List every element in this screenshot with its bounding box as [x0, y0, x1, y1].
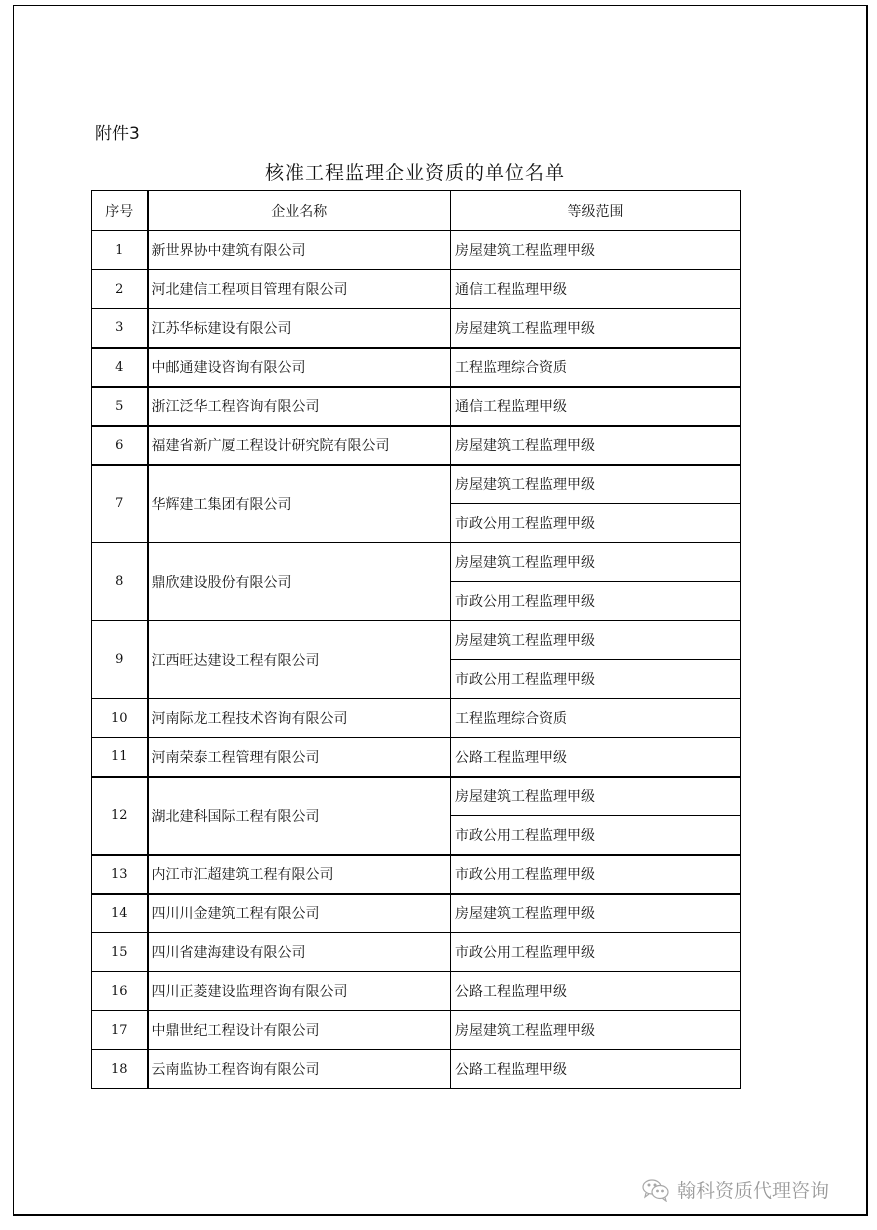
company-name: 江西旺达建设工程有限公司: [148, 621, 451, 699]
document-title: 核准工程监理企业资质的单位名单: [264, 162, 565, 184]
table-body: [92, 231, 741, 1089]
row-index: 10: [92, 699, 148, 738]
table-row: [92, 426, 741, 465]
qualification-scope: 房屋建筑工程监理甲级: [451, 309, 741, 348]
header-company: 企业名称: [148, 191, 451, 231]
table-row: [92, 1050, 741, 1089]
qualification-scope: 房屋建筑工程监理甲级: [451, 1011, 741, 1050]
company-name: 江苏华标建设有限公司: [148, 309, 451, 348]
header-scope: 等级范围: [451, 191, 741, 231]
row-index: 4: [92, 348, 148, 387]
header-index: 序号: [92, 191, 148, 231]
table-row: [92, 855, 741, 894]
table-row: [92, 699, 741, 738]
company-name: 湖北建科国际工程有限公司: [148, 777, 451, 855]
qualification-scope: 公路工程监理甲级: [451, 738, 741, 777]
qualification-scope: 市政公用工程监理甲级: [451, 660, 741, 699]
table-row: [92, 270, 741, 309]
company-name: 浙江泛华工程咨询有限公司: [148, 387, 451, 426]
table-row: [92, 348, 741, 387]
qualification-scope: 房屋建筑工程监理甲级: [451, 231, 741, 270]
wechat-icon: [641, 1178, 671, 1202]
qualification-scope: 市政公用工程监理甲级: [451, 816, 741, 855]
table-row: [92, 543, 741, 582]
row-index: 6: [92, 426, 148, 465]
qualification-scope: 工程监理综合资质: [451, 348, 741, 387]
table-row: [92, 465, 741, 504]
watermark: [641, 1176, 829, 1203]
company-name: 新世界协中建筑有限公司: [148, 231, 451, 270]
qualification-scope: 市政公用工程监理甲级: [451, 504, 741, 543]
row-index: 1: [92, 231, 148, 270]
company-name: 鼎欣建设股份有限公司: [148, 543, 451, 621]
company-name: 福建省新广厦工程设计研究院有限公司: [148, 426, 451, 465]
table-row: [92, 777, 741, 816]
qualification-scope: 通信工程监理甲级: [451, 270, 741, 309]
watermark-text: 翰科资质代理咨询: [677, 1180, 830, 1202]
row-index: 15: [92, 933, 148, 972]
company-name: 内江市汇超建筑工程有限公司: [148, 855, 451, 894]
table-header-row: [92, 191, 741, 231]
row-index: 12: [92, 777, 148, 855]
qualification-scope: 房屋建筑工程监理甲级: [451, 894, 741, 933]
qualification-scope: 市政公用工程监理甲级: [451, 933, 741, 972]
company-name: 河北建信工程项目管理有限公司: [148, 270, 451, 309]
qualification-scope: 公路工程监理甲级: [451, 1050, 741, 1089]
table-row: [92, 621, 741, 660]
table-row: [92, 231, 741, 270]
company-name: 云南监协工程咨询有限公司: [148, 1050, 451, 1089]
row-index: 3: [92, 309, 148, 348]
table-row: [92, 309, 741, 348]
row-index: 2: [92, 270, 148, 309]
row-index: 8: [92, 543, 148, 621]
table-row: [92, 738, 741, 777]
row-index: 9: [92, 621, 148, 699]
qualification-scope: 市政公用工程监理甲级: [451, 582, 741, 621]
company-name: 四川川金建筑工程有限公司: [148, 894, 451, 933]
row-index: 18: [92, 1050, 148, 1089]
company-name: 中邮通建设咨询有限公司: [148, 348, 451, 387]
qualification-table: [91, 190, 741, 1089]
qualification-scope: 公路工程监理甲级: [451, 972, 741, 1011]
table-row: [92, 387, 741, 426]
qualification-scope: 房屋建筑工程监理甲级: [451, 777, 741, 816]
company-name: 四川省建海建设有限公司: [148, 933, 451, 972]
company-name: 四川正菱建设监理咨询有限公司: [148, 972, 451, 1011]
row-index: 7: [92, 465, 148, 543]
row-index: 13: [92, 855, 148, 894]
qualification-scope: 市政公用工程监理甲级: [451, 855, 741, 894]
qualification-scope: 通信工程监理甲级: [451, 387, 741, 426]
qualification-scope: 房屋建筑工程监理甲级: [451, 621, 741, 660]
row-index: 16: [92, 972, 148, 1011]
qualification-scope: 房屋建筑工程监理甲级: [451, 543, 741, 582]
company-name: 河南荣泰工程管理有限公司: [148, 738, 451, 777]
company-name: 中鼎世纪工程设计有限公司: [148, 1011, 451, 1050]
table-row: [92, 933, 741, 972]
attachment-label: 附件3: [95, 124, 140, 144]
table-row: [92, 894, 741, 933]
qualification-scope: 房屋建筑工程监理甲级: [451, 426, 741, 465]
row-index: 17: [92, 1011, 148, 1050]
table-row: [92, 972, 741, 1011]
row-index: 5: [92, 387, 148, 426]
company-name: 华辉建工集团有限公司: [148, 465, 451, 543]
row-index: 14: [92, 894, 148, 933]
table-row: [92, 1011, 741, 1050]
qualification-scope: 房屋建筑工程监理甲级: [451, 465, 741, 504]
company-name: 河南际龙工程技术咨询有限公司: [148, 699, 451, 738]
qualification-scope: 工程监理综合资质: [451, 699, 741, 738]
row-index: 11: [92, 738, 148, 777]
